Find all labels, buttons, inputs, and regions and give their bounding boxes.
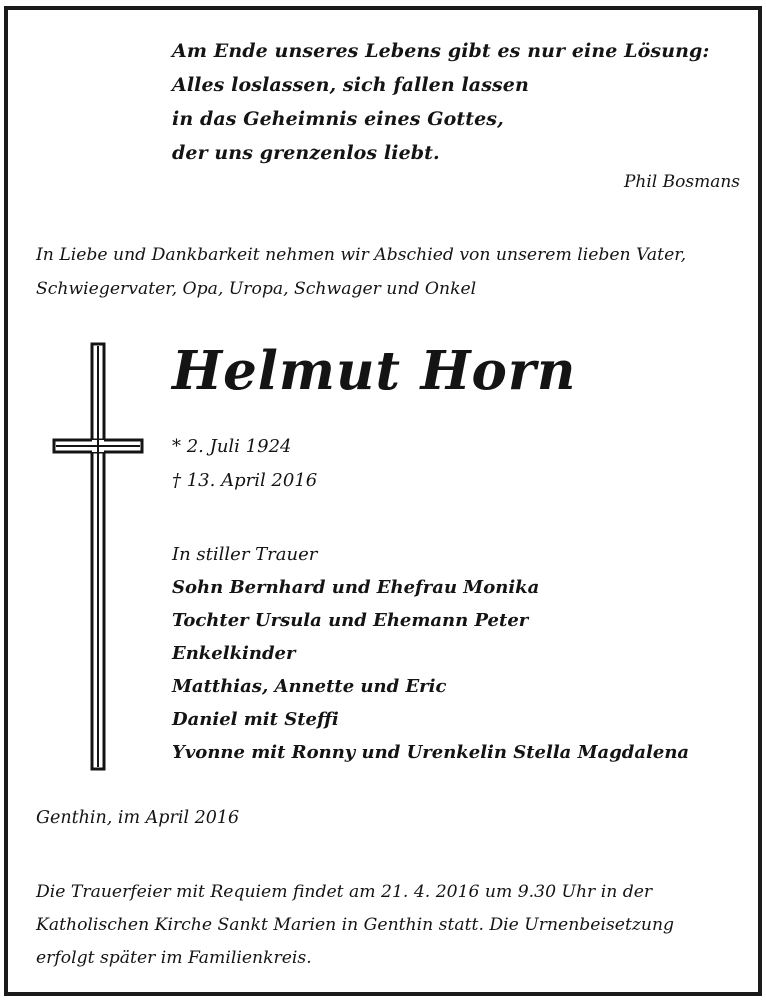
funeral-notice xyxy=(36,876,742,975)
notice-line: Die Trauerfeier mit Requiem findet am 21. 4. 2016 um 9.30 Uhr in der xyxy=(36,882,653,902)
poem-quote xyxy=(172,34,710,170)
mourner-entry: Matthias, Annette und Eric xyxy=(172,676,447,697)
mourner-entry: Enkelkinder xyxy=(172,643,296,664)
mourners-lead: In stiller Trauer xyxy=(172,544,318,565)
poem-line: Am Ende unseres Lebens gibt es nur eine Lösung: xyxy=(172,40,710,62)
obituary-frame xyxy=(4,6,762,996)
mourner-entry: Sohn Bernhard und Ehefrau Monika xyxy=(172,577,540,598)
mourners-list xyxy=(172,538,689,769)
birth-date: * 2. Juli 1924 xyxy=(172,436,292,457)
notice-line: Katholischen Kirche Sankt Marien in Genthin statt. Die Urnenbeisetzung xyxy=(36,915,675,935)
death-date: † 13. April 2016 xyxy=(172,470,318,491)
mourner-entry: Tochter Ursula und Ehemann Peter xyxy=(172,610,529,631)
mourner-entry: Yvonne mit Ronny und Urenkelin Stella Magdalena xyxy=(172,742,690,763)
latin-cross-icon xyxy=(52,342,144,772)
intro-line: In Liebe und Dankbarkeit nehmen wir Abschied von unserem lieben Vater, xyxy=(36,245,687,265)
notice-line: erfolgt später im Familienkreis. xyxy=(36,948,312,968)
poem-line: in das Geheimnis eines Gottes, xyxy=(172,108,504,130)
place-and-date: Genthin, im April 2016 xyxy=(36,808,240,828)
intro-text xyxy=(36,238,740,306)
poem-author: Phil Bosmans xyxy=(623,172,740,192)
life-dates xyxy=(172,430,317,498)
poem-line: der uns grenzenlos liebt. xyxy=(172,142,440,164)
obituary-content xyxy=(8,10,758,992)
intro-line: Schwiegervater, Opa, Uropa, Schwager und Onkel xyxy=(36,279,477,299)
mourner-entry: Daniel mit Steffi xyxy=(172,709,339,730)
deceased-name: Helmut Horn xyxy=(172,340,577,402)
poem-line: Alles loslassen, sich fallen lassen xyxy=(172,74,529,96)
